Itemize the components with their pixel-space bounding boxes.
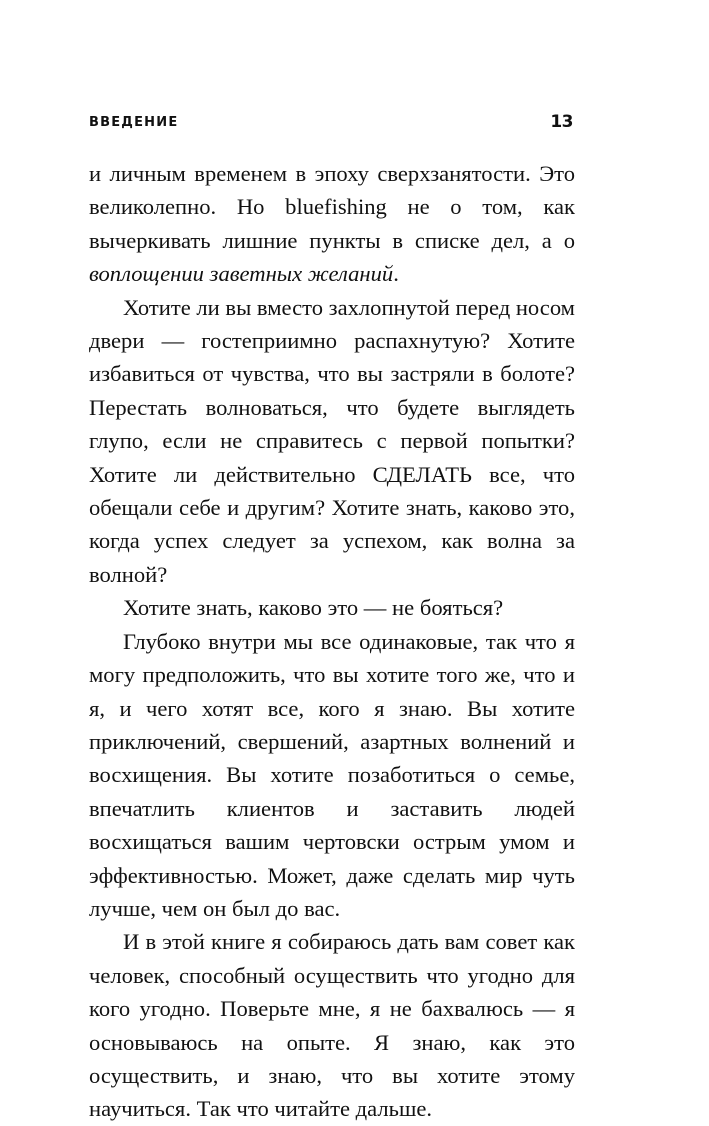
paragraph: [89, 157, 575, 291]
emphasized-text: воплощении заветных желаний: [89, 261, 394, 287]
page-number: 13: [550, 112, 573, 132]
paragraph-punctuation: .: [393, 261, 399, 287]
body-text: [89, 157, 575, 1126]
paragraph: Глубоко внутри мы все одинаковые, так что я могу предположить, что вы хотите того же, что и я, и чего хотят все, кого я знаю. Вы хотите приключений, свершений, азартных волнений и восхищения. Вы хотите позаботиться о семье, впечатлить клиентов и заставить людей восхищаться вашим чертовски острым умом и эффективностью. Может, даже сделать мир чуть лучше, чем он был до вас.: [89, 628, 575, 921]
running-header: [89, 112, 573, 138]
paragraph: Хотите знать, каково это — не бояться?: [123, 595, 504, 621]
paragraph: Хотите ли вы вместо захлопнутой перед носом двери — гостеприимно распахнутую? Хотите избавиться от чувства, что вы застряли в болоте? Перестать волноваться, что будете выглядеть глупо, если не справитесь с первой попытки? Хотите ли действительно СДЕЛАТЬ все, что обещали себе и другим? Хотите знать, каково это, когда успех следует за успехом, как волна за волной?: [89, 294, 575, 587]
paragraph-text: и личным временем в эпоху сверхзанятости. Это великолепно. Но bluefishing не о том, как вычеркивать лишние пункты в списке дел, а о: [89, 161, 575, 253]
paragraph: И в этой книге я собираюсь дать вам совет как человек, способный осуществить что угодно для кого угодно. Поверьте мне, я не бахвалюсь — я основываюсь на опыте. Я знаю, как это осуществить, и знаю, что вы хотите этому научиться. Так что читайте дальше.: [89, 929, 575, 1122]
section-title: ВВЕДЕНИЕ: [89, 115, 179, 130]
